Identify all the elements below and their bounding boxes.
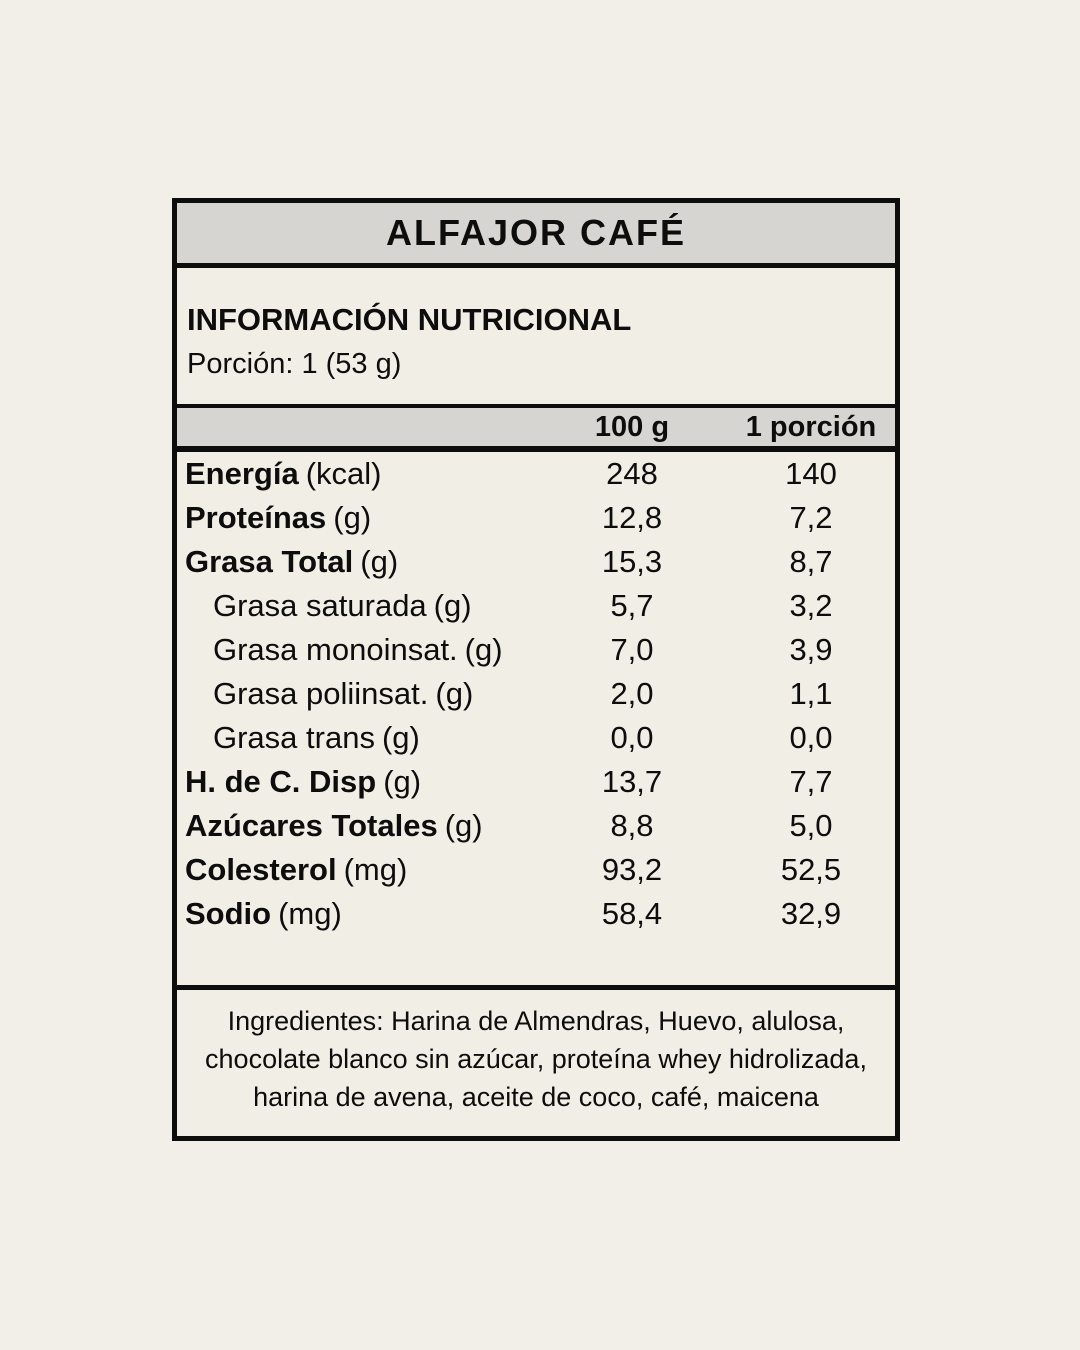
row-label: Grasa monoinsat. (g): [213, 632, 503, 667]
table-row: [177, 452, 895, 496]
row-value-portion: 52,5: [780, 852, 842, 887]
table-row: [177, 584, 895, 628]
table-row: [177, 892, 895, 936]
col-header-100g: 100 g: [594, 410, 670, 443]
row-value-100g: 12,8: [601, 500, 663, 535]
nutrition-label: [172, 198, 900, 1141]
col-header-portion: 1 porción: [745, 410, 877, 443]
table-row: [177, 716, 895, 760]
row-label: Sodio (mg): [185, 896, 342, 931]
row-value-100g: 58,4: [601, 896, 663, 931]
ingredients-line: chocolate blanco sin azúcar, proteína whey hidrolizada,: [205, 1044, 867, 1074]
column-header-row: [177, 408, 895, 452]
row-value-100g: 8,8: [610, 808, 654, 843]
row-value-100g: 15,3: [601, 544, 663, 579]
row-value-portion: 3,2: [789, 588, 833, 623]
section-title: INFORMACIÓN NUTRICIONAL: [187, 302, 632, 337]
row-label: Grasa Total (g): [185, 544, 399, 579]
nutrient-table: [177, 452, 895, 936]
ingredients-line: harina de avena, aceite de coco, café, maicena: [253, 1082, 819, 1112]
row-label: Grasa poliinsat. (g): [213, 676, 474, 711]
row-value-portion: 5,0: [789, 808, 833, 843]
table-row: [177, 496, 895, 540]
row-value-100g: 5,7: [610, 588, 654, 623]
row-value-100g: 93,2: [601, 852, 663, 887]
row-value-100g: 2,0: [610, 676, 654, 711]
row-value-100g: 0,0: [610, 720, 654, 755]
row-value-100g: 13,7: [601, 764, 663, 799]
table-row: [177, 804, 895, 848]
table-row: [177, 848, 895, 892]
ingredients-section: [177, 985, 895, 1136]
table-row: [177, 672, 895, 716]
row-value-portion: 32,9: [780, 896, 842, 931]
table-row: [177, 540, 895, 584]
row-label: Energía (kcal): [185, 456, 382, 491]
table-row: [177, 760, 895, 804]
row-label: Grasa saturada (g): [213, 588, 472, 623]
row-value-portion: 7,7: [789, 764, 833, 799]
title-bar: [177, 203, 895, 268]
row-value-portion: 8,7: [789, 544, 833, 579]
row-value-100g: 7,0: [610, 632, 654, 667]
portion-text: Porción: 1 (53 g): [187, 348, 402, 380]
row-value-portion: 140: [785, 456, 837, 491]
ingredients-line: Ingredientes: Harina de Almendras, Huevo, alulosa,: [227, 1006, 845, 1036]
row-value-portion: 3,9: [789, 632, 833, 667]
table-row: [177, 628, 895, 672]
row-label: Grasa trans (g): [213, 720, 420, 755]
row-label: H. de C. Disp (g): [185, 764, 422, 799]
row-label: Colesterol (mg): [185, 852, 408, 887]
row-label: Proteínas (g): [185, 500, 372, 535]
info-section: [177, 268, 895, 408]
row-value-portion: 7,2: [789, 500, 833, 535]
row-value-portion: 0,0: [789, 720, 833, 755]
row-value-100g: 248: [606, 456, 658, 491]
row-value-portion: 1,1: [789, 676, 833, 711]
row-label: Azúcares Totales (g): [185, 808, 483, 843]
product-title: ALFAJOR CAFÉ: [385, 212, 686, 253]
